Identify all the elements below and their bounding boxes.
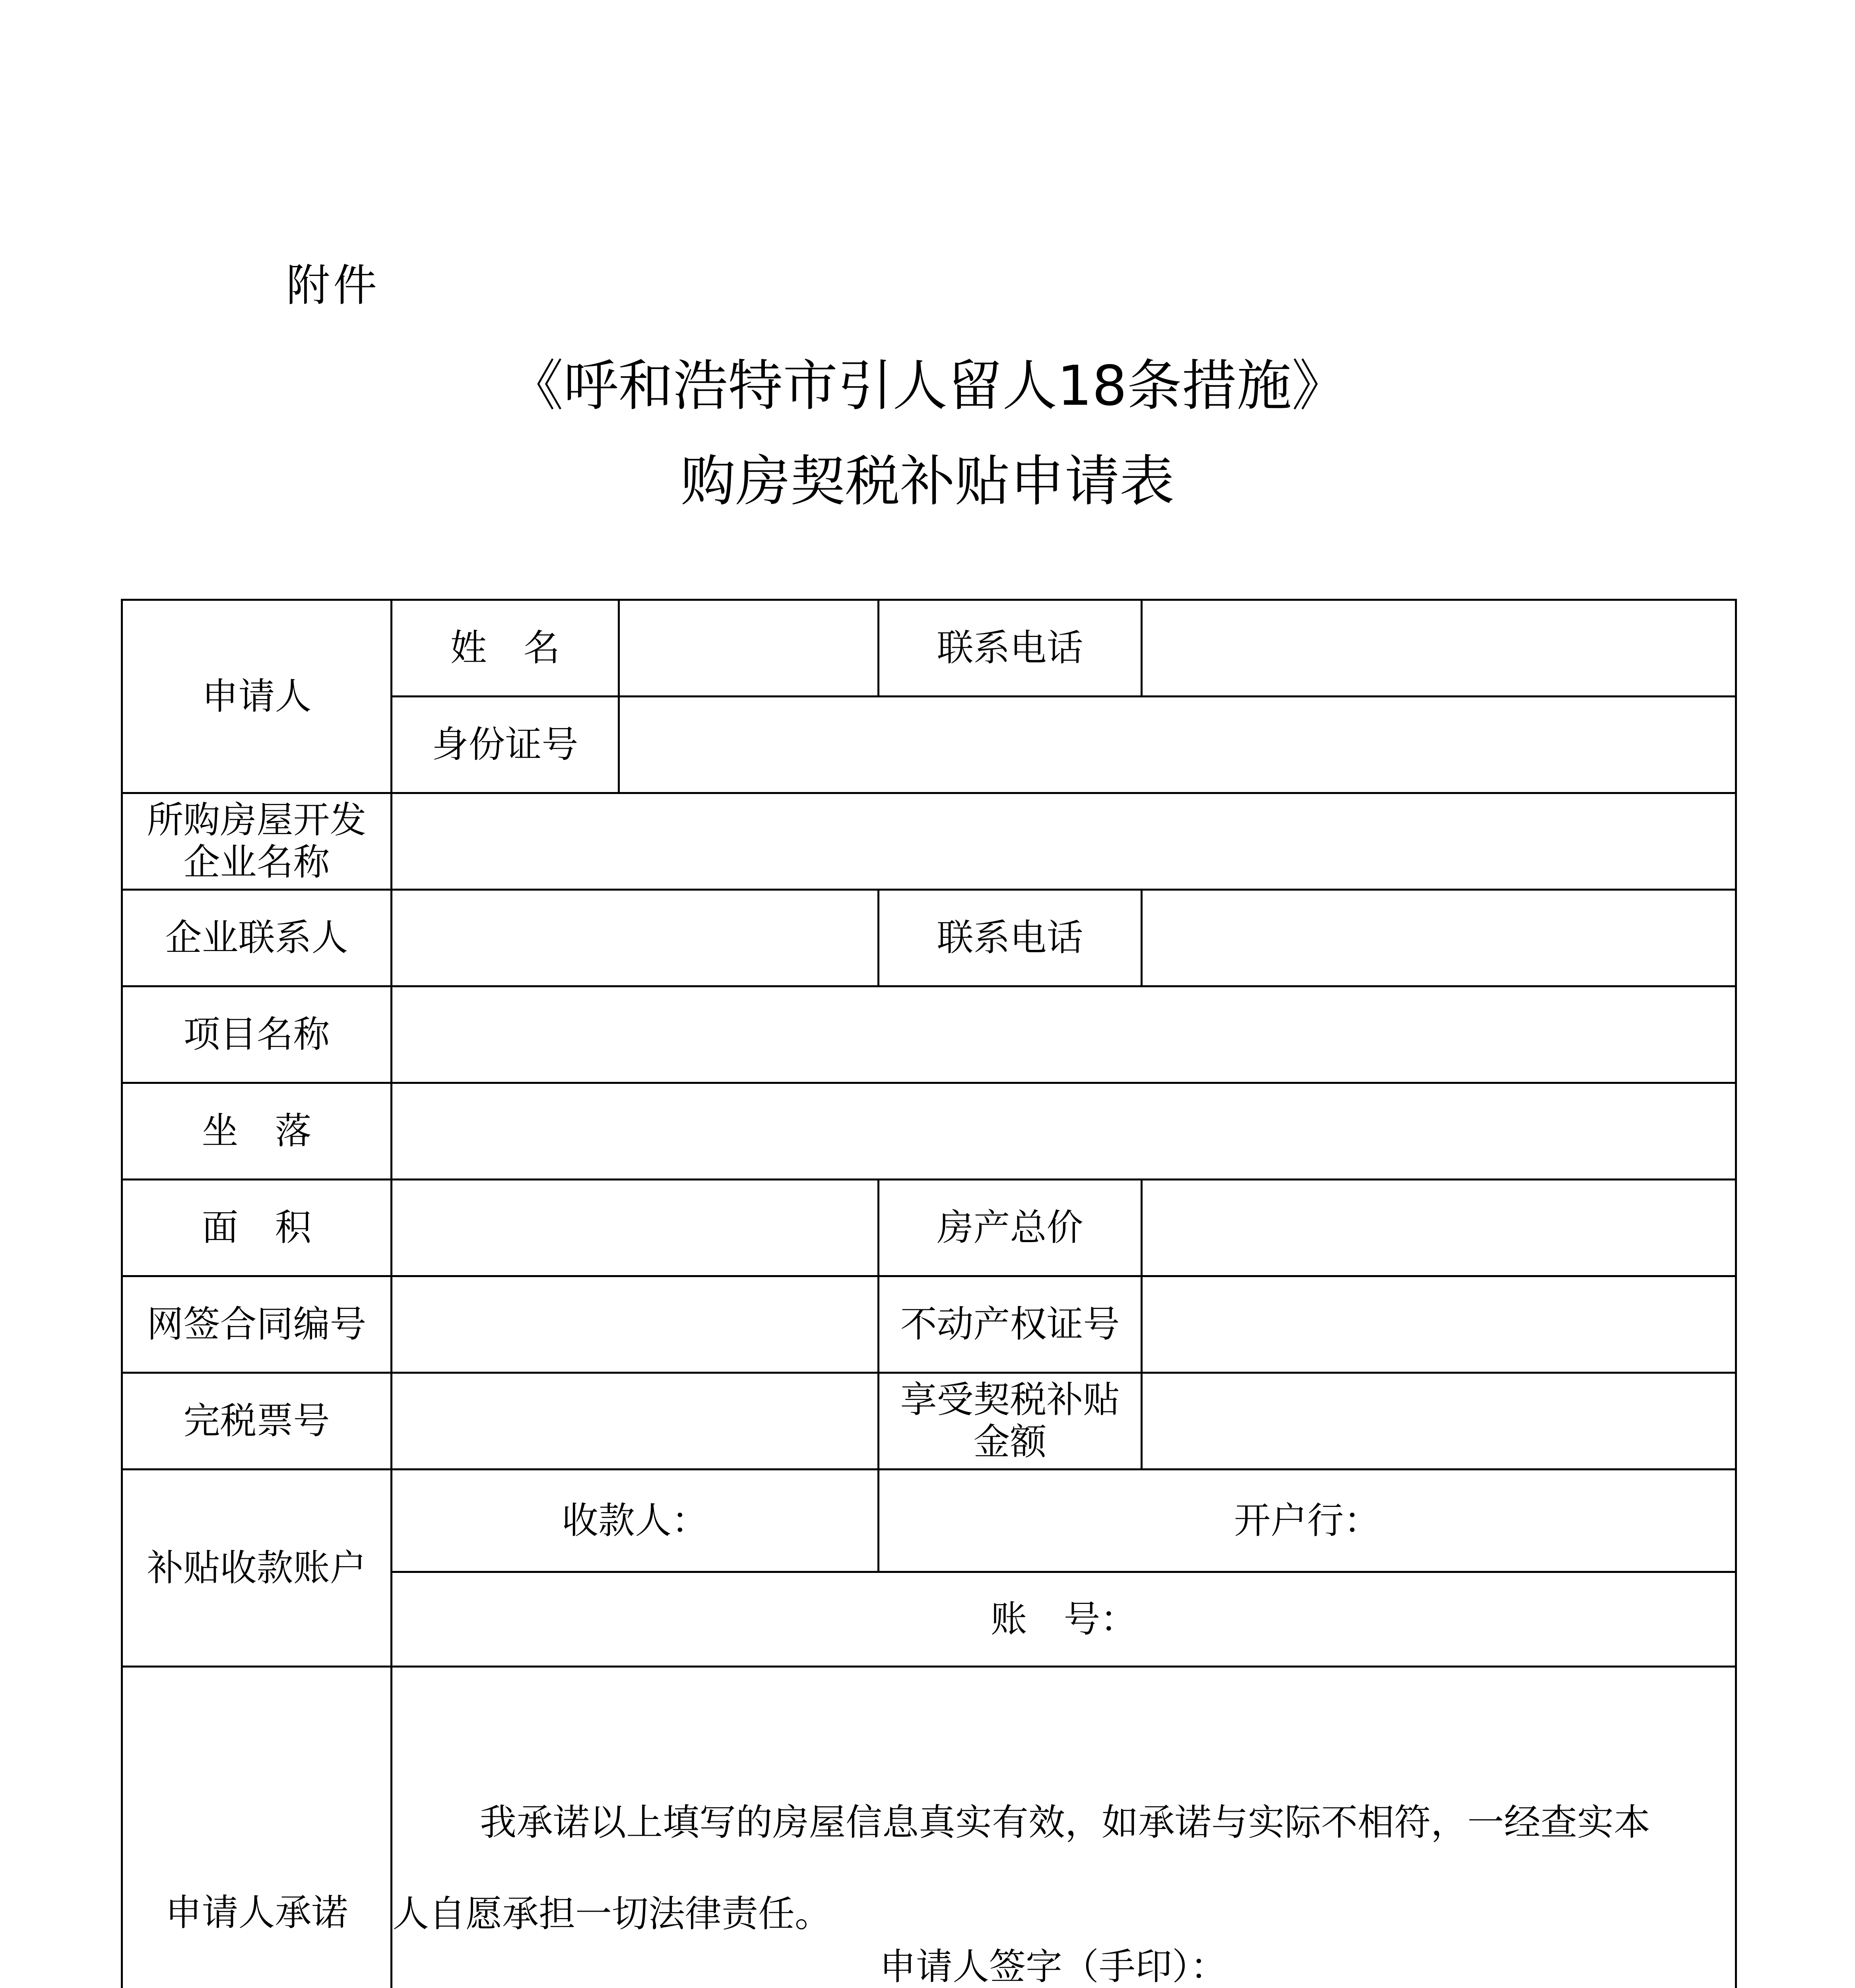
pledge-text-line1: 我承诺以上填写的房屋信息真实有效，如承诺与实际不相符，一经查实本 xyxy=(480,1801,1651,1844)
account-no-field[interactable]: 账 号： xyxy=(392,1572,1736,1667)
phone-label: 联系电话 xyxy=(879,600,1142,697)
subsidy-amount-label: 享受契税补贴金额 xyxy=(879,1373,1142,1470)
contract-no-field[interactable] xyxy=(392,1276,879,1373)
id-number-label: 身份证号 xyxy=(392,697,619,793)
area-label: 面 积 xyxy=(122,1180,392,1276)
tax-receipt-label: 完税票号 xyxy=(122,1373,392,1470)
pledge-cell xyxy=(392,1667,1736,1988)
attachment-label: 附件 xyxy=(286,260,380,311)
developer-label: 所购房屋开发企业名称 xyxy=(122,793,392,890)
total-price-label: 房产总价 xyxy=(879,1180,1142,1276)
payee-field[interactable]: 收款人： xyxy=(392,1470,879,1572)
property-cert-label: 不动产权证号 xyxy=(879,1276,1142,1373)
subsidy-application-table xyxy=(121,599,1737,1988)
name-field[interactable] xyxy=(619,600,879,697)
total-price-field[interactable] xyxy=(1142,1180,1736,1276)
area-field[interactable] xyxy=(392,1180,879,1276)
form-title-line2: 购房契税补贴申请表 xyxy=(680,449,1174,513)
bank-field[interactable]: 开户行： xyxy=(879,1470,1736,1572)
applicant-label: 申请人 xyxy=(122,600,392,793)
location-field[interactable] xyxy=(392,1083,1736,1180)
pledge-label: 申请人承诺 xyxy=(122,1667,392,1988)
project-name-field[interactable] xyxy=(392,986,1736,1083)
contract-no-label: 网签合同编号 xyxy=(122,1276,392,1373)
contact-phone-label: 联系电话 xyxy=(879,890,1142,986)
contact-person-field[interactable] xyxy=(392,890,879,986)
project-name-label: 项目名称 xyxy=(122,986,392,1083)
developer-field[interactable] xyxy=(392,793,1736,890)
subsidy-account-label: 补贴收款账户 xyxy=(122,1470,392,1667)
id-number-field[interactable] xyxy=(619,697,1736,793)
pledge-text-line2: 人自愿承担一切法律责任。 xyxy=(392,1893,832,1935)
location-label: 坐 落 xyxy=(122,1083,392,1180)
tax-receipt-field[interactable] xyxy=(392,1373,879,1470)
name-label: 姓 名 xyxy=(392,600,619,697)
contact-phone-field[interactable] xyxy=(1142,890,1736,986)
signature-label: 申请人签字（手印）： xyxy=(879,1945,1227,1988)
contact-person-label: 企业联系人 xyxy=(122,890,392,986)
property-cert-field[interactable] xyxy=(1142,1276,1736,1373)
phone-field[interactable] xyxy=(1142,600,1736,697)
form-title-line1: 《呼和浩特市引人留人18条措施》 xyxy=(508,354,1347,418)
subsidy-amount-field[interactable] xyxy=(1142,1373,1736,1470)
pledge-text xyxy=(392,1777,1855,1960)
